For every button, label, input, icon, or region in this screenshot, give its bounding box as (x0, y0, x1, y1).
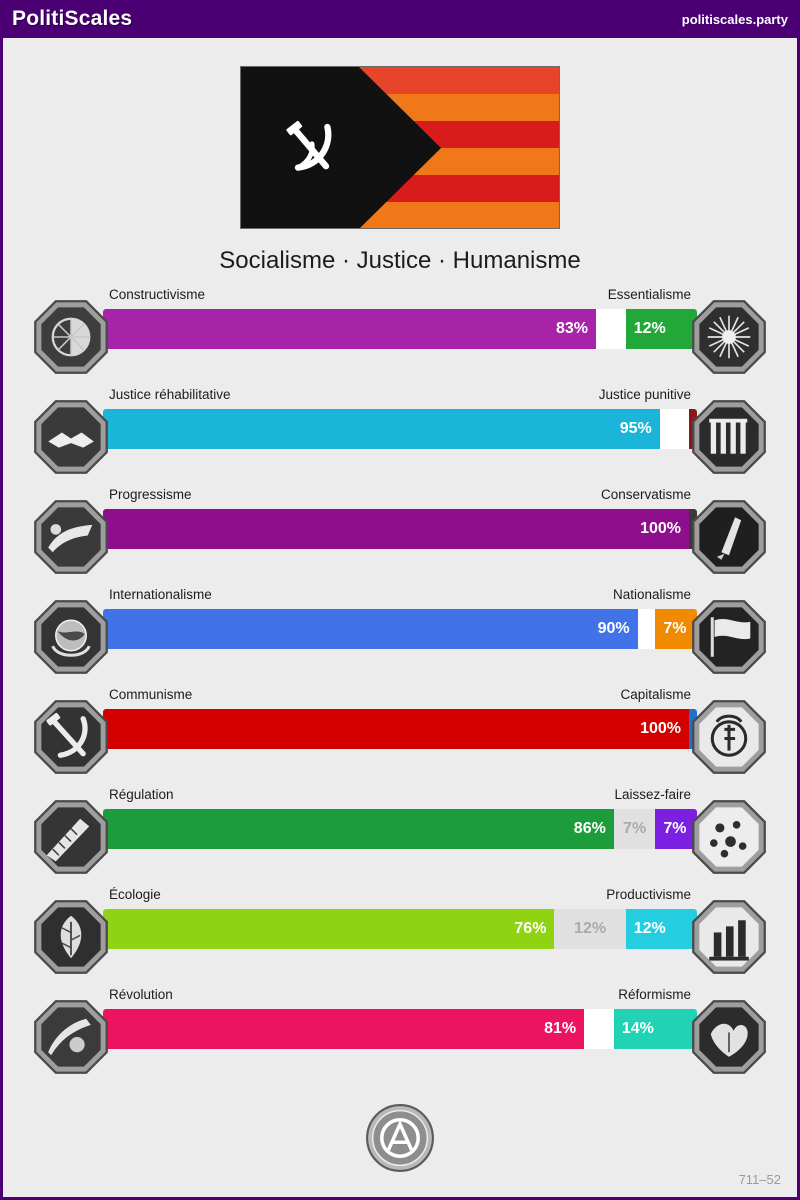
axis-right-label: Laissez-faire (614, 787, 691, 802)
anarchy-circle-a-seal-icon (365, 1103, 435, 1173)
nationalism-badge-icon (691, 599, 767, 675)
anarcho-communist-flag (240, 66, 560, 229)
axis-row (3, 287, 797, 387)
axis-right-label: Justice punitive (598, 387, 691, 402)
axis-right-label: Nationalisme (612, 587, 691, 602)
axis-row (3, 687, 797, 787)
constructivism-badge-icon (33, 299, 109, 375)
result-page (0, 38, 800, 1200)
progressivism-badge-icon (33, 499, 109, 575)
hammer-and-sickle-icon (277, 113, 347, 183)
axis-left-label: Internationalisme (109, 587, 212, 602)
axis-left-value: 100% (103, 709, 689, 749)
axis-neutral-value: 7% (614, 809, 656, 849)
flag-container (3, 38, 797, 229)
axis-left-label: Progressisme (109, 487, 192, 502)
axis-right-label: Productivisme (606, 887, 691, 902)
axis-row (3, 587, 797, 687)
axis-neutral-value: 12% (554, 909, 625, 949)
ecology-badge-icon (33, 899, 109, 975)
axis-right-label: Capitalisme (620, 687, 691, 702)
regulation-badge-icon (33, 799, 109, 875)
axis-neutral-value (660, 409, 689, 449)
axis-left-label: Régulation (109, 787, 174, 802)
communism-badge-icon (33, 699, 109, 775)
revolution-badge-icon (33, 999, 109, 1075)
axis-neutral-value (638, 609, 656, 649)
essentialism-badge-icon (691, 299, 767, 375)
axis-left-label: Constructivisme (109, 287, 206, 302)
reformism-badge-icon (691, 999, 767, 1075)
axis-neutral-value (584, 1009, 614, 1049)
axis-bar (103, 909, 697, 949)
axis-right-value: 7% (655, 809, 697, 849)
axis-bar (103, 409, 697, 449)
axis-bar (103, 309, 697, 349)
axis-row (3, 487, 797, 587)
axis-bar (103, 1009, 697, 1049)
axis-left-value: 95% (103, 409, 660, 449)
axis-row (3, 987, 797, 1087)
result-subtitle: Socialisme · Justice · Humanisme (219, 247, 581, 274)
axis-right-label: Essentialisme (607, 287, 691, 302)
site-url-label: politiscales.party (681, 11, 788, 27)
axis-right-label: Réformisme (618, 987, 691, 1002)
axis-left-value: 100% (103, 509, 689, 549)
app-title: PolitiScales (12, 7, 133, 30)
axis-neutral-value (596, 309, 626, 349)
axis-left-value: 81% (103, 1009, 584, 1049)
axis-left-value: 83% (103, 309, 596, 349)
axis-row (3, 387, 797, 487)
axis-right-value: 12% (626, 309, 697, 349)
rehabilitative-justice-badge-icon (33, 399, 109, 475)
footer-logo-container (3, 1103, 797, 1173)
axis-left-label: Communisme (109, 687, 193, 702)
internationalism-badge-icon (33, 599, 109, 675)
conservatism-badge-icon (691, 499, 767, 575)
axis-row (3, 787, 797, 887)
axis-right-value: 7% (655, 609, 697, 649)
axis-bar (103, 709, 697, 749)
punitive-justice-badge-icon (691, 399, 767, 475)
axis-left-label: Justice réhabilitative (109, 387, 231, 402)
axis-row (3, 887, 797, 987)
capitalism-badge-icon (691, 699, 767, 775)
laissez-faire-badge-icon (691, 799, 767, 875)
axis-bar (103, 809, 697, 849)
axis-left-value: 90% (103, 609, 638, 649)
axis-left-label: Révolution (109, 987, 173, 1002)
axis-right-value: 12% (626, 909, 697, 949)
productivism-badge-icon (691, 899, 767, 975)
axis-left-value: 86% (103, 809, 614, 849)
result-id-label: 711–52 (738, 1172, 781, 1187)
axes-list (3, 287, 797, 1087)
axis-bar (103, 609, 697, 649)
axis-right-value: 14% (614, 1009, 697, 1049)
axis-left-label: Écologie (109, 887, 161, 902)
axis-right-label: Conservatisme (600, 487, 691, 502)
axis-left-value: 76% (103, 909, 554, 949)
axis-bar (103, 509, 697, 549)
app-header (0, 0, 800, 38)
